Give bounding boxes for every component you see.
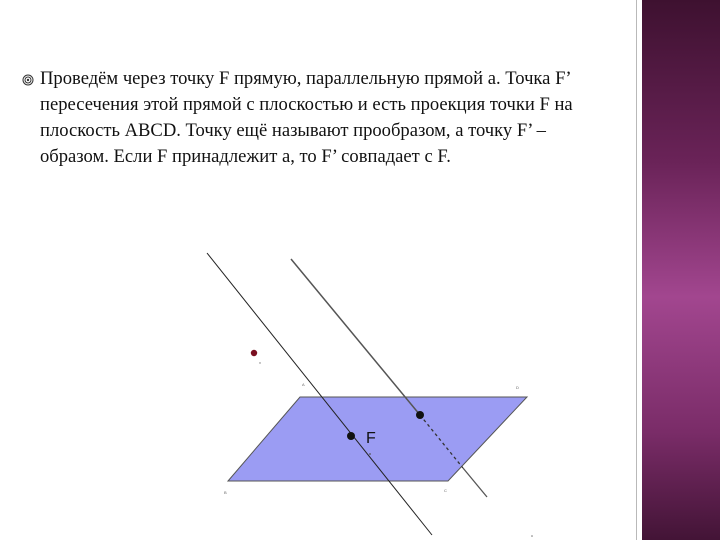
paragraph-line-2: пересечения этой прямой с плоскостью и есть проекция точки F на: [40, 94, 573, 115]
paragraph-line-1: Проведём через точку F прямую, параллельную прямой а. Точка F’: [40, 68, 572, 89]
decorative-side-strip: [642, 0, 720, 540]
point-f-label: F: [366, 430, 376, 447]
vertex-c-label: C: [444, 488, 447, 493]
parallel-line-lower: [463, 468, 487, 497]
mark-under-f: [369, 453, 371, 455]
plane-abcd: [228, 397, 527, 481]
point-on-parallel-line: [416, 411, 424, 419]
paragraph-line-4: образом. Если F принадлежит а, то F’ совпадает с F.: [40, 146, 451, 167]
point-f: [347, 432, 355, 440]
vertex-d-label: D: [516, 385, 519, 390]
parallel-line: [291, 259, 420, 415]
paragraph-line-3: плоскость ABCD. Точку ещё называют прообразом, а точку F’ –: [40, 120, 546, 141]
mark-near-outer-point: [259, 362, 260, 363]
mark-bottom-right: [531, 535, 533, 537]
outer-point: [251, 350, 257, 356]
vertex-a-label: A: [302, 382, 305, 387]
vertex-b-label: B: [224, 490, 227, 495]
line-a: [207, 253, 432, 535]
